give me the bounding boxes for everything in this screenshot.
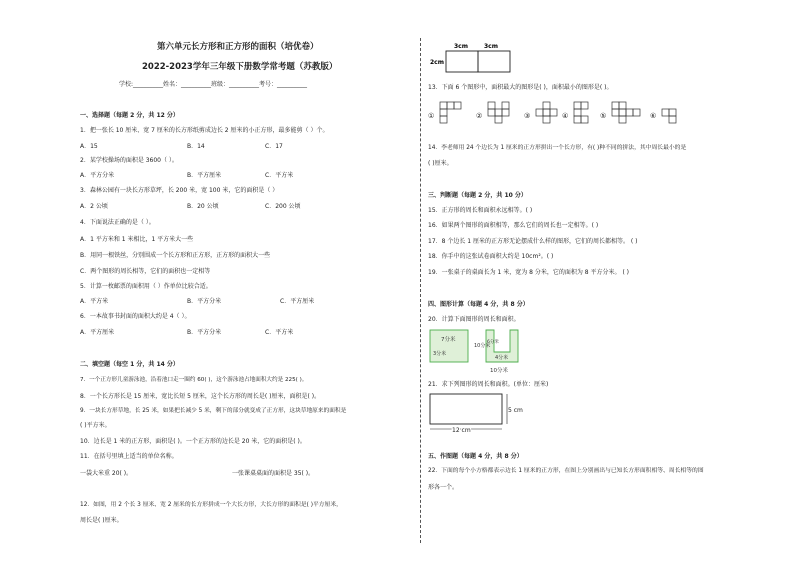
question-20: 20．计算下面图形的周长和面积。 bbox=[428, 316, 520, 323]
q2-option-b: B．平方厘米 bbox=[187, 172, 222, 179]
q20b-height-label: 10分米 bbox=[474, 343, 491, 349]
page-title: 第六单元长方形和正方形的面积（培优卷） bbox=[157, 42, 319, 52]
question-22-line1: 22．下面的每个小方格都表示边长 1 厘米的正方形，在图上分别画出与已知长方形面积相等、周长相等的图 bbox=[428, 468, 704, 474]
q20-figures bbox=[428, 327, 548, 377]
q21-figure bbox=[428, 392, 528, 437]
question-2: 2．某学校操场的面积是 3600（ ）。 bbox=[80, 157, 178, 164]
q13-label-4: ④ bbox=[562, 112, 569, 120]
question-4: 4．下面说法正确的是（ ）。 bbox=[80, 219, 155, 226]
q12-width-label-1: 3cm bbox=[454, 43, 468, 50]
student-info-line: 学校:__________姓名：__________班级：__________考号：__________ bbox=[119, 81, 308, 88]
q2-option-c: C．平方米 bbox=[265, 172, 294, 179]
q1-option-b: B．14 bbox=[187, 143, 205, 150]
q13-label-6: ⑥ bbox=[650, 112, 657, 120]
question-9-line1: 9．一块长方形草地，长 25 米，如果把长减少 5 米，剩下的部分就变成了正方形，这块草地原来的面积是 bbox=[80, 408, 347, 414]
page-subtitle: 2022-2023学年三年级下册数学常考题（苏教版） bbox=[142, 62, 338, 72]
q1-option-a: A．15 bbox=[80, 143, 98, 150]
question-12-line1: 12．如图，用 2 个长 3 厘米、宽 2 厘米的长方形拼成一个大长方形，大长方形的面积是( )平方厘米， bbox=[80, 502, 342, 508]
q1-option-c: C．17 bbox=[265, 143, 283, 150]
question-7: 7．一个正方形儿童游泳池，沿着池口走一圈约 60( )，这个游泳池占地面积大约是 225( )。 bbox=[80, 377, 308, 383]
question-16: 16．如果两个图形的面积相等，那么它们的周长也一定相等。( ) bbox=[428, 222, 599, 229]
q13-label-3: ③ bbox=[524, 112, 531, 120]
question-11: 11．在括号里填上适当的单位名称。 bbox=[80, 453, 178, 460]
q3-option-a: A．2 公顷 bbox=[80, 203, 108, 210]
question-3: 3．森林公园有一块长方形草坪，长 200 米，宽 100 米，它的面积是（ ） bbox=[80, 187, 279, 194]
question-8: 8．一个长方形长是 15 厘米，宽比长短 5 厘米，这个长方形的周长是( )厘米，面积是( )。 bbox=[80, 393, 321, 400]
q3-option-c: C．200 公顷 bbox=[265, 203, 301, 210]
question-22-line2: 形各一个。 bbox=[428, 484, 459, 491]
q13-label-2: ② bbox=[476, 112, 483, 120]
question-18: 18．你手中的这张试卷面积大约是 10cm²。( ) bbox=[428, 253, 554, 260]
question-11-part-a: 一袋大米重 20( )。 bbox=[80, 470, 133, 477]
q12-height-label: 2cm bbox=[430, 59, 444, 66]
q12-width-label-2: 3cm bbox=[484, 43, 498, 50]
question-10: 10．边长是 1 米的正方形，面积是( )。一个正方形的边长是 20 米，它的面积是( )。 bbox=[80, 438, 306, 445]
q20a-width-label: 7分米 bbox=[441, 337, 456, 343]
q5-option-a: A．平方米 bbox=[80, 298, 109, 305]
q4-option-c: C．两个图形的周长相等，它们的面积也一定相等 bbox=[80, 268, 211, 275]
question-21: 21．求下列图形的周长和面积。(单位：厘米) bbox=[428, 381, 549, 388]
question-12-line2: 周长是( )厘米。 bbox=[80, 517, 123, 524]
q13-label-1: ① bbox=[428, 112, 435, 120]
section1-heading: 一、选择题（每题 2 分，共 12 分） bbox=[80, 112, 179, 119]
question-19: 19．一张桌子的桌面长为 1 米，宽为 8 分米，它的面积为 8 平方分米。 ( ) bbox=[428, 269, 630, 276]
q21-width-label: 12 cm bbox=[452, 427, 471, 434]
section2-heading: 二、填空题（每空 1 分，共 14 分） bbox=[80, 361, 179, 368]
question-17: 17．8 个边长 1 厘米的正方形无论摆成什么样的图形，它们的周长都相等。 ( ) bbox=[428, 238, 638, 245]
question-15: 15．正方形的周长和面积永远相等。( ) bbox=[428, 207, 533, 214]
section3-heading: 三、判断题（每题 2 分，共 10 分） bbox=[428, 192, 527, 199]
section4-heading: 四、图形计算（每题 4 分，共 8 分） bbox=[428, 301, 529, 308]
q6-option-a: A．平方厘米 bbox=[80, 329, 115, 336]
q20a-height-label: 3分米 bbox=[433, 351, 447, 357]
question-13: 13．下面 6 个图形中，面积最大的图形是( )，面积最小的图形是( )。 bbox=[428, 84, 613, 91]
question-14-line2: ( )厘米。 bbox=[428, 160, 453, 167]
q5-option-b: B．平方分米 bbox=[187, 298, 222, 305]
q21-height-label: 5 cm bbox=[508, 407, 523, 414]
q4-option-b: B．用同一根铁丝，分别围成一个长方形和正方形，正方形的面积大一些 bbox=[80, 252, 271, 259]
question-5: 5．计算一枚邮票的面积用（ ）作单位比较合适。 bbox=[80, 283, 212, 290]
question-6: 6．一本故事书封面的面积大约是 4（ ）。 bbox=[80, 313, 191, 320]
column-divider bbox=[420, 38, 421, 543]
question-1: 1．把一张长 10 厘米、宽 7 厘米的长方形纸剪成边长 2 厘米的小正方形，最多能剪（ ）个。 bbox=[80, 127, 329, 134]
q3-option-b: B．20 公顷 bbox=[187, 203, 219, 210]
q6-option-b: B．平方分米 bbox=[187, 329, 222, 336]
q5-option-c: C．平方厘米 bbox=[280, 298, 315, 305]
q20b-inner-top-label: 6分米 bbox=[487, 340, 499, 345]
q13-shapes bbox=[428, 98, 698, 133]
q6-option-c: C．平方米 bbox=[265, 329, 294, 336]
q20b-width-label: 10分米 bbox=[490, 368, 508, 374]
q13-label-5: ⑤ bbox=[600, 112, 607, 120]
section5-heading: 五、作图题（每题 4 分，共 8 分） bbox=[428, 453, 523, 460]
question-14-line1: 14．李老师用 24 个边长为 1 厘米的正方形拼出一个长方形，有( )种不同的拼法，其中周长最小的是 bbox=[428, 145, 687, 151]
question-9-line2: ( )平方米。 bbox=[80, 422, 111, 429]
question-11-part-b: 一张课桌桌面的面积是 35( )。 bbox=[232, 470, 315, 477]
q4-option-a: A．1 平方米和 1 米相比，1 平方米大一些 bbox=[80, 236, 194, 243]
q12-figure bbox=[430, 40, 520, 75]
q20b-inner-bottom-label: 4分米 bbox=[495, 355, 509, 361]
q2-option-a: A．平方分米 bbox=[80, 172, 115, 179]
